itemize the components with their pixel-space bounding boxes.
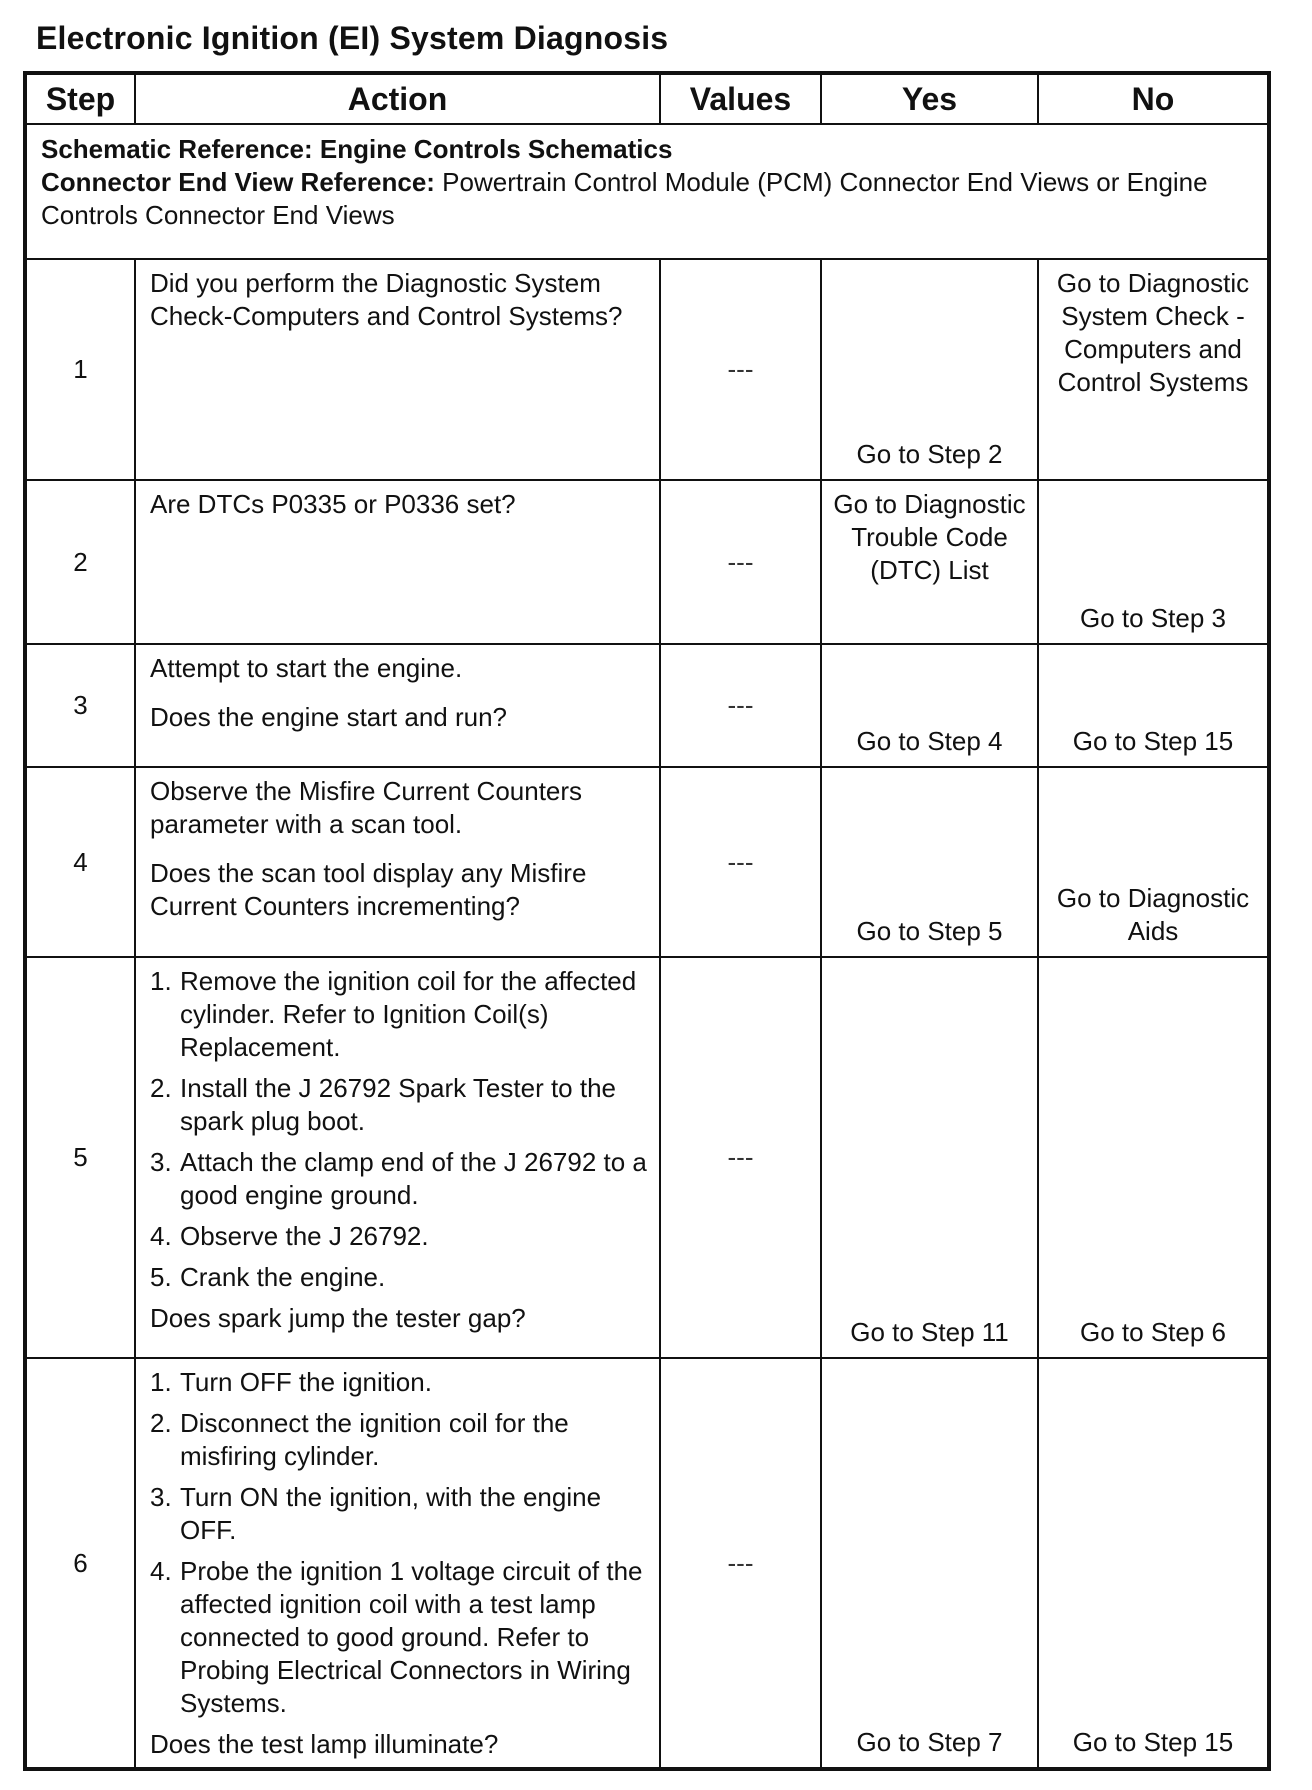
no-cell: Go to Step 15 — [1038, 1358, 1269, 1769]
values-cell: --- — [660, 644, 821, 767]
no-cell: Go to Diagnostic System Check - Computers and Control Systems — [1038, 259, 1269, 480]
step-number: 6 — [25, 1358, 135, 1769]
action-question: Does the test lamp illuminate? — [150, 1729, 499, 1759]
no-cell: Go to Step 15 — [1038, 644, 1269, 767]
diagnosis-table — [23, 71, 1271, 1771]
action-cell — [135, 259, 660, 480]
list-item: 2. Disconnect the ignition coil for the misfiring cylinder. — [150, 1408, 569, 1471]
action-intro: Observe the Misfire Current Counters parameter with a scan tool. — [150, 776, 583, 839]
step-number: 5 — [25, 957, 135, 1358]
action-question: Does spark jump the tester gap? — [150, 1303, 526, 1333]
table-row — [25, 1358, 1269, 1769]
header-yes: Yes — [821, 73, 1038, 124]
yes-cell: Go to Step 2 — [821, 259, 1038, 480]
connector-reference-label: Connector End View Reference: — [41, 167, 435, 197]
reference-row — [25, 124, 1269, 259]
action-question: Does the engine start and run? — [150, 702, 508, 732]
procedure-list — [150, 1366, 649, 1720]
yes-cell: Go to Step 5 — [821, 767, 1038, 957]
action-cell — [135, 1358, 660, 1769]
table-row — [25, 957, 1269, 1358]
no-cell: Go to Step 3 — [1038, 480, 1269, 644]
action-question: Are DTCs P0335 or P0336 set? — [150, 489, 516, 519]
header-values: Values — [660, 73, 821, 124]
action-cell — [135, 644, 660, 767]
action-cell — [135, 957, 660, 1358]
document-title: Electronic Ignition (EI) System Diagnosis — [36, 20, 669, 56]
list-item: 2. Install the J 26792 Spark Tester to the spark plug boot. — [150, 1073, 617, 1136]
table-row — [25, 259, 1269, 480]
list-item: 4. Probe the ignition 1 voltage circuit of the affected ignition coil with a test lamp connected to good ground. Refer to Probing Electrical Connectors in Wiring Systems. — [150, 1556, 643, 1718]
step-number: 4 — [25, 767, 135, 957]
list-item: 1. Turn OFF the ignition. — [150, 1367, 432, 1397]
yes-cell: Go to Diagnostic Trouble Code (DTC) List — [821, 480, 1038, 644]
yes-cell: Go to Step 11 — [821, 957, 1038, 1358]
list-item: 3. Turn ON the ignition, with the engine OFF. — [150, 1482, 602, 1545]
no-cell: Go to Diagnostic Aids — [1038, 767, 1269, 957]
list-item: 3. Attach the clamp end of the J 26792 to a good engine ground. — [150, 1147, 647, 1210]
header-row — [25, 73, 1269, 124]
reference-cell — [25, 124, 1269, 259]
step-number: 1 — [25, 259, 135, 480]
table-row — [25, 480, 1269, 644]
yes-cell: Go to Step 7 — [821, 1358, 1038, 1769]
header-step: Step — [25, 73, 135, 124]
list-item: 5. Crank the engine. — [150, 1262, 386, 1292]
header-action: Action — [135, 73, 660, 124]
table-row — [25, 767, 1269, 957]
no-cell: Go to Step 6 — [1038, 957, 1269, 1358]
list-item: 1. Remove the ignition coil for the affected cylinder. Refer to Ignition Coil(s) Replacement. — [150, 966, 637, 1062]
action-cell — [135, 480, 660, 644]
values-cell: --- — [660, 1358, 821, 1769]
list-item: 4. Observe the J 26792. — [150, 1221, 429, 1251]
values-cell: --- — [660, 259, 821, 480]
action-cell — [135, 767, 660, 957]
header-no: No — [1038, 73, 1269, 124]
action-question: Does the scan tool display any Misfire Current Counters incrementing? — [150, 858, 587, 921]
table-row — [25, 644, 1269, 767]
step-number: 3 — [25, 644, 135, 767]
procedure-list — [150, 965, 649, 1294]
yes-cell: Go to Step 4 — [821, 644, 1038, 767]
connector-reference — [41, 166, 1267, 232]
action-question: Did you perform the Diagnostic System Check-Computers and Control Systems? — [150, 268, 623, 331]
values-cell: --- — [660, 767, 821, 957]
schematic-reference: Schematic Reference: Engine Controls Schematics — [41, 134, 673, 164]
values-cell: --- — [660, 480, 821, 644]
step-number: 2 — [25, 480, 135, 644]
values-cell: --- — [660, 957, 821, 1358]
connector-reference-text: Powertrain Control Module (PCM) Connector End Views or Engine Controls Connector End Views — [41, 167, 1208, 230]
action-intro: Attempt to start the engine. — [150, 653, 463, 683]
